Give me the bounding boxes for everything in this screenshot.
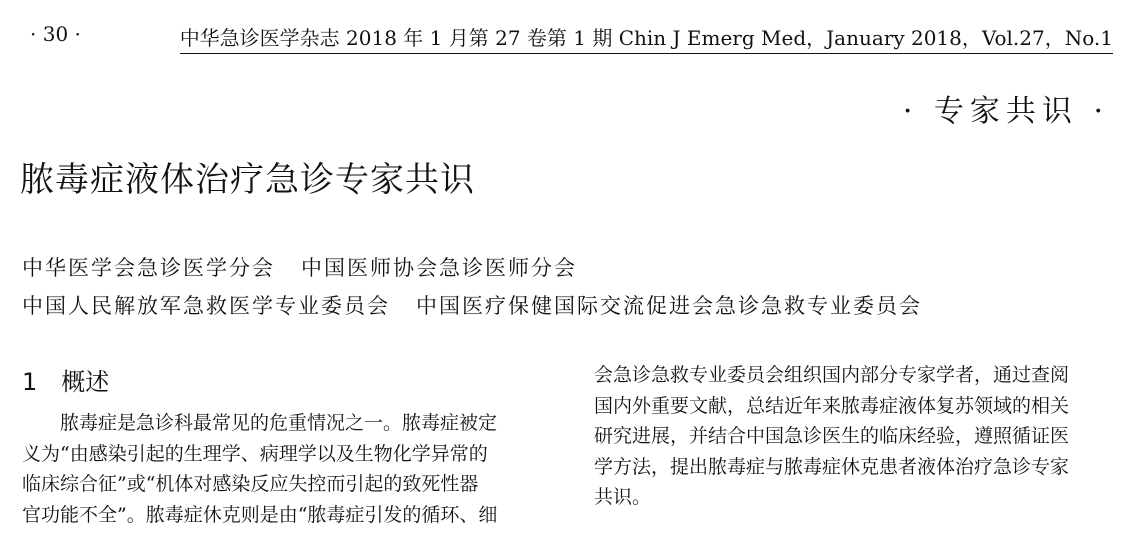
- body-column-left: [22, 408, 550, 530]
- page-number: · 30 ·: [30, 22, 81, 46]
- section-number: 1: [22, 368, 38, 396]
- body-text-line: 会急诊急救专业委员会组织国内部分专家学者，通过查阅: [594, 364, 1070, 386]
- section-heading-text: 概述: [61, 368, 110, 396]
- body-column-right: [594, 360, 1124, 513]
- body-text-line: 学方法，提出脓毒症与脓毒症休克患者液体治疗急诊专家: [594, 455, 1070, 478]
- body-text-line: 义为“由感染引起的生理学、病理学以及生物化学异常的: [22, 442, 488, 465]
- body-text-line: 官功能不全”。脓毒症休克则是由“脓毒症引发的循环、细: [22, 503, 498, 526]
- author-line-1: [22, 252, 922, 290]
- article-title: 脓毒症液体治疗急诊专家共识: [20, 160, 475, 200]
- author-org: 中华医学会急诊医学分会: [22, 256, 275, 280]
- author-line-2: [22, 290, 922, 328]
- author-affiliations: [22, 252, 922, 328]
- body-text-line: 研究进展，并结合中国急诊医生的临床经验，遵照循证医: [594, 425, 1070, 447]
- section-heading-overview: [22, 362, 109, 397]
- body-text-line: 共识。: [594, 486, 652, 508]
- running-header: 中华急诊医学杂志 2018 年 1 月第 27 卷第 1 期 Chin J Emerg Med，January 2018，Vol.27，No.1: [180, 22, 1113, 54]
- author-org: 中国人民解放军急救医学专业委员会: [22, 294, 390, 318]
- author-org: 中国医师协会急诊医师分会: [301, 256, 577, 280]
- author-org: 中国医疗保健国际交流促进会急诊急救专业委员会: [416, 294, 922, 318]
- body-text-line: 国内外重要文献，总结近年来脓毒症液体复苏领域的相关: [594, 394, 1070, 417]
- section-tag: · 专家共识 ·: [902, 94, 1109, 129]
- body-text-line: 脓毒症是急诊科最常见的危重情况之一。脓毒症被定: [60, 412, 498, 434]
- body-text-line: 临床综合征”或“机体对感染反应失控而引起的致死性器: [22, 473, 479, 495]
